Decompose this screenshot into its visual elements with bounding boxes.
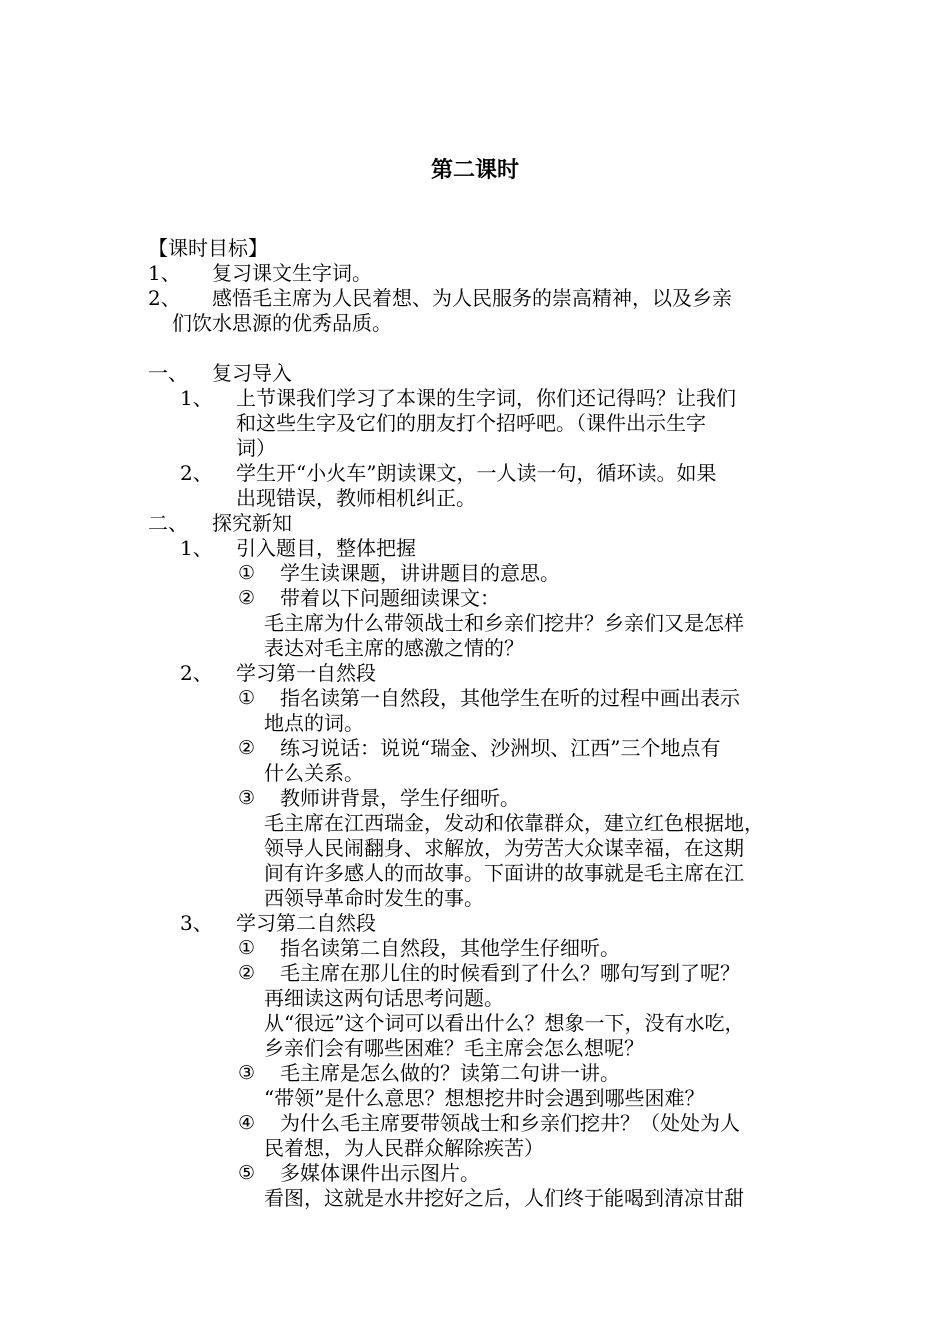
section-number: 二、 (148, 511, 188, 535)
circled-number: ③ (238, 1062, 256, 1084)
circled-number: ② (238, 737, 256, 759)
step-heading: 学习第二自然段 (236, 911, 376, 935)
step-number: 1、 (180, 386, 213, 410)
step-heading: 引入题目，整体把握 (236, 536, 416, 560)
step-heading: 学习第一自然段 (236, 661, 376, 685)
objective-text: 感悟毛主席为人民着想、为人民服务的崇高精神，以及乡亲 (212, 286, 732, 310)
sub-step-text: 毛主席是怎么做的？读第二句讲一讲。 (280, 1061, 620, 1085)
sub-step-text: 再细读这两句话思考问题。 (264, 986, 504, 1010)
objective-number: 2、 (148, 286, 181, 310)
paragraph-text: 毛主席为什么带领战士和乡亲们挖井？乡亲们又是怎样 (264, 611, 744, 635)
objective-number: 1、 (148, 261, 181, 285)
sub-step-text: 教师讲背景，学生仔细听。 (280, 786, 520, 810)
step-text: 词） (236, 436, 276, 460)
circled-number: ③ (238, 787, 256, 809)
circled-number: ② (238, 962, 256, 984)
paragraph-text: 领导人民闹翻身、求解放，为劳苦大众谋幸福，在这期 (264, 836, 744, 860)
step-number: 3、 (180, 911, 213, 935)
sub-step-text: 什么关系。 (264, 761, 364, 785)
objective-text: 们饮水思源的优秀品质。 (172, 311, 392, 335)
section-heading: 复习导入 (212, 361, 292, 385)
paragraph-text: 西领导革命时发生的事。 (264, 886, 484, 910)
sub-step-text: 看图，这就是水井挖好之后，人们终于能喝到清凉甘甜 (264, 1186, 744, 1210)
page-title: 第二课时 (430, 158, 519, 183)
circled-number: ② (238, 587, 256, 609)
step-number: 2、 (180, 661, 213, 685)
sub-step-text: 毛主席在那儿住的时候看到了什么？哪句写到了呢？ (280, 961, 740, 985)
sub-step-text: 学生读课题，讲讲题目的意思。 (280, 561, 560, 585)
step-number: 2、 (180, 461, 213, 485)
objectives-header: 【课时目标】 (148, 236, 268, 260)
circled-number: ① (238, 562, 256, 584)
step-text: 出现错误，教师相机纠正。 (236, 486, 476, 510)
sub-step-text: 民着想，为人民群众解除疾苦） (264, 1136, 544, 1160)
step-text: 学生开“小火车”朗读课文，一人读一句，循环读。如果 (236, 461, 717, 485)
sub-step-text: 指名读第一自然段，其他学生在听的过程中画出表示 (280, 686, 740, 710)
circled-number: ⑤ (238, 1162, 256, 1184)
circled-number: ① (238, 687, 256, 709)
step-number: 1、 (180, 536, 213, 560)
step-text: 和这些生字及它们的朋友打个招呼吧。（课件出示生字 (236, 411, 706, 435)
sub-step-text: 为什么毛主席要带领战士和乡亲们挖井？（处处为人 (280, 1111, 740, 1135)
paragraph-text: 间有许多感人的而故事。下面讲的故事就是毛主席在江 (264, 861, 744, 885)
sub-step-text: 多媒体课件出示图片。 (280, 1161, 480, 1185)
paragraph-text: 表达对毛主席的感激之情的？ (264, 636, 524, 660)
section-number: 一、 (148, 361, 188, 385)
sub-step-text: 指名读第二自然段，其他学生仔细听。 (280, 936, 620, 960)
section-heading: 探究新知 (212, 511, 292, 535)
sub-step-text: “带领”是什么意思？想想挖井时会遇到哪些困难？ (264, 1086, 705, 1110)
sub-step-text: 地点的词。 (264, 711, 364, 735)
objective-text: 复习课文生字词。 (212, 261, 372, 285)
sub-step-text: 乡亲们会有哪些困难？毛主席会怎么想呢？ (264, 1036, 644, 1060)
paragraph-text: 毛主席在江西瑞金，发动和依靠群众，建立红色根据地， (264, 811, 764, 835)
circled-number: ① (238, 937, 256, 959)
sub-step-text: 练习说话：说说“瑞金、沙洲坝、江西”三个地点有 (280, 736, 721, 760)
sub-step-text: 从“很远”这个词可以看出什么？想象一下，没有水吃， (264, 1011, 745, 1035)
circled-number: ④ (238, 1112, 256, 1134)
step-text: 上节课我们学习了本课的生字词，你们还记得吗？让我们 (236, 386, 736, 410)
sub-step-text: 带着以下问题细读课文： (280, 586, 500, 610)
